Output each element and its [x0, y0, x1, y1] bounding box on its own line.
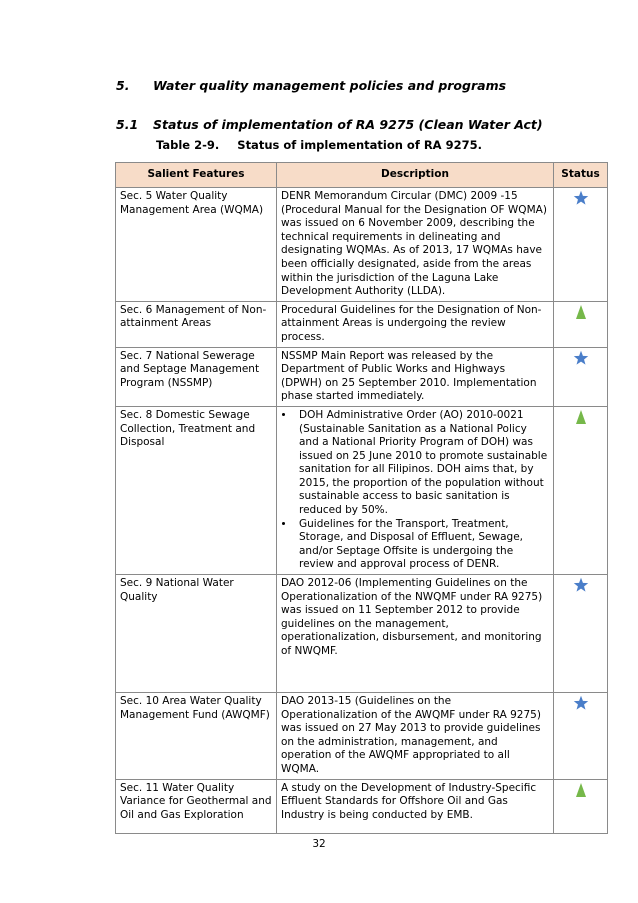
table-caption — [0, 138, 638, 152]
description-cell: DAO 2013-15 (Guidelines on the Operationalization of the AWQMF under RA 9275) was issued on 27 May 2013 to provide guidelines on the administration, management, and operation of the AWQMF appropriated to all WQMA. — [277, 693, 554, 780]
star-icon — [573, 577, 589, 593]
subsection-title: Status of implementation of RA 9275 (Clean Water Act) — [153, 117, 543, 132]
column-header-status: Status — [554, 163, 608, 188]
table-row — [116, 779, 608, 833]
subsection-number: 5.1 — [116, 117, 139, 132]
description-cell: DAO 2012-06 (Implementing Guidelines on the Operationalization of the NWQMF under RA 9275) was issued on 11 September 2012 to provide guidelines on the management, operationalization, disbursement, and monitoring of NWQMF. — [277, 575, 554, 693]
table-row — [116, 406, 608, 574]
table-row — [116, 301, 608, 347]
triangle-icon — [575, 304, 587, 320]
feature-cell: Sec. 9 National Water Quality — [116, 575, 277, 693]
feature-cell: Sec. 8 Domestic Sewage Collection, Treatment and Disposal — [116, 406, 277, 574]
page-number: 32 — [312, 838, 326, 850]
star-icon — [573, 350, 589, 366]
table-row — [116, 575, 608, 693]
feature-cell: Sec. 10 Area Water Quality Management Fund (AWQMF) — [116, 693, 277, 780]
feature-cell: Sec. 6 Management of Non-attainment Areas — [116, 301, 277, 347]
triangle-icon — [575, 782, 587, 798]
status-cell — [554, 779, 608, 833]
description-cell: A study on the Development of Industry-Specific Effluent Standards for Offshore Oil and Gas Industry is being conducted by EMB. — [277, 779, 554, 833]
status-cell — [554, 406, 608, 574]
table-caption-label: Table 2-9. — [156, 138, 220, 152]
feature-cell: Sec. 7 National Sewerage and Septage Management Program (NSSMP) — [116, 347, 277, 406]
section-title: Water quality management policies and programs — [153, 78, 507, 93]
description-cell: DENR Memorandum Circular (DMC) 2009 -15 (Procedural Manual for the Designation OF WQMA) was issued on 6 November 2009, describing the technical requirements in delineating and designating WQMAs. As of 2013, 17 WQMAs have been officially designated, aside from the areas within the jurisdiction of the Laguna Lake Development Authority (LLDA). — [277, 188, 554, 302]
status-cell — [554, 347, 608, 406]
column-header-description: Description — [277, 163, 554, 188]
star-icon — [573, 695, 589, 711]
section-number: 5. — [116, 78, 130, 93]
bullet-list — [281, 409, 549, 572]
status-cell — [554, 301, 608, 347]
bullet-item: • Guidelines for the Transport, Treatment, Storage, and Disposal of Effluent, Sewage, and/or Septage Offsite is undergoing the review and approval process of DENR. — [295, 518, 549, 572]
status-cell — [554, 693, 608, 780]
feature-cell: Sec. 11 Water Quality Variance for Geothermal and Oil and Gas Exploration — [116, 779, 277, 833]
status-cell — [554, 575, 608, 693]
table-row — [116, 188, 608, 302]
description-cell: NSSMP Main Report was released by the Department of Public Works and Highways (DPWH) on 25 September 2010. Implementation phase started immediately. — [277, 347, 554, 406]
triangle-icon — [575, 409, 587, 425]
table-row — [116, 347, 608, 406]
status-table — [115, 162, 608, 834]
star-icon — [573, 190, 589, 206]
table-caption-text: Status of implementation of RA 9275. — [237, 138, 482, 152]
feature-cell: Sec. 5 Water Quality Management Area (WQMA) — [116, 188, 277, 302]
column-header-salient-features: Salient Features — [116, 163, 277, 188]
description-cell: Procedural Guidelines for the Designation of Non-attainment Areas is undergoing the review process. — [277, 301, 554, 347]
description-cell — [277, 406, 554, 574]
status-cell — [554, 188, 608, 302]
bullet-item: • DOH Administrative Order (AO) 2010-0021 (Sustainable Sanitation as a National Policy and a National Priority Program of DOH) was issued on 25 June 2010 to promote sustainable sanitation for all Filipinos. DOH aims that, by 2015, the proportion of the population without sustainable access to basic sanitation is reduced by 50%. — [295, 409, 549, 518]
table-header-row — [116, 163, 608, 188]
table-row — [116, 693, 608, 780]
